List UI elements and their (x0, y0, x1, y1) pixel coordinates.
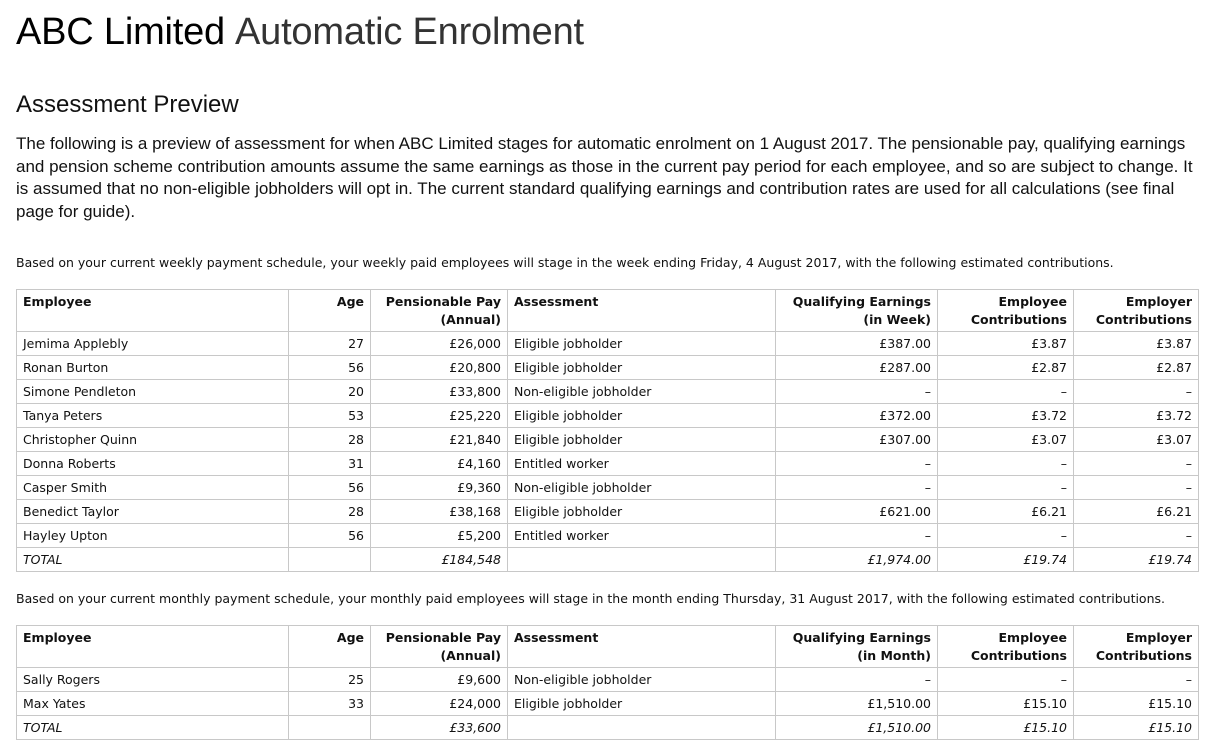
cell-assessment: Eligible jobholder (508, 332, 776, 356)
total-row (17, 716, 1199, 740)
cell-assessment: Eligible jobholder (508, 356, 776, 380)
cell-employee-contrib: – (938, 380, 1074, 404)
cell-employer-contrib: £3.87 (1074, 332, 1199, 356)
cell-employer-contrib: £15.10 (1074, 692, 1199, 716)
cell-employee: Max Yates (17, 692, 289, 716)
intro-paragraph: The following is a preview of assessment for when ABC Limited stages for automatic enrolment on 1 August 2017. The pensionable pay, qualifying earnings and pension scheme contribution amounts assume the same earnings as those in the current pay period for each employee, and so are subject to change. It is assumed that no non-eligible jobholders will opt in. The current standard qualifying earnings and contribution rates are used for all calculations (see final page for guide). (16, 134, 1193, 221)
cell-employee: Christopher Quinn (17, 428, 289, 452)
cell-employee: Donna Roberts (17, 452, 289, 476)
table-row (17, 500, 1199, 524)
cell-qualifying: £372.00 (776, 404, 938, 428)
cell-employee: Hayley Upton (17, 524, 289, 548)
col-header-age: Age (289, 290, 371, 332)
table-row (17, 380, 1199, 404)
cell-employer-contrib: £6.21 (1074, 500, 1199, 524)
cell-qualifying: £287.00 (776, 356, 938, 380)
cell-qualifying: £307.00 (776, 428, 938, 452)
table-row (17, 332, 1199, 356)
cell-pay: £5,200 (371, 524, 508, 548)
cell-pay: £9,360 (371, 476, 508, 500)
col-header-pay: Pensionable Pay (Annual) (371, 626, 508, 668)
cell-employee: Simone Pendleton (17, 380, 289, 404)
cell-employer-contrib: – (1074, 668, 1199, 692)
cell-employee: Ronan Burton (17, 356, 289, 380)
table-row (17, 356, 1199, 380)
product-name: Automatic Enrolment (235, 11, 584, 53)
total-employer-contrib: £19.74 (1074, 548, 1199, 572)
cell-qualifying: £387.00 (776, 332, 938, 356)
total-label: TOTAL (17, 548, 289, 572)
cell-pay: £33,800 (371, 380, 508, 404)
cell-employee: Jemima Applebly (17, 332, 289, 356)
cell-assessment: Eligible jobholder (508, 692, 776, 716)
total-row (17, 548, 1199, 572)
cell-employee-contrib: – (938, 524, 1074, 548)
col-header-employer-contrib: Employer Contributions (1074, 290, 1199, 332)
table-row (17, 476, 1199, 500)
total-age-empty (289, 548, 371, 572)
cell-qualifying: – (776, 476, 938, 500)
total-pay: £33,600 (371, 716, 508, 740)
col-header-employee-contrib: Employee Contributions (938, 626, 1074, 668)
weekly-table (16, 289, 1199, 572)
table-header-row (17, 290, 1199, 332)
cell-pay: £24,000 (371, 692, 508, 716)
cell-age: 25 (289, 668, 371, 692)
col-header-employee: Employee (17, 626, 289, 668)
table-row (17, 524, 1199, 548)
table-row (17, 668, 1199, 692)
weekly-note: Based on your current weekly payment schedule, your weekly paid employees will stage in the week ending Friday, 4 August 2017, with the following estimated contributions. (16, 255, 1114, 270)
col-header-employer-contrib: Employer Contributions (1074, 626, 1199, 668)
cell-age: 28 (289, 428, 371, 452)
cell-pay: £26,000 (371, 332, 508, 356)
cell-employee-contrib: £15.10 (938, 692, 1074, 716)
monthly-table-body (17, 668, 1199, 740)
total-assessment-empty (508, 548, 776, 572)
cell-assessment: Entitled worker (508, 524, 776, 548)
cell-age: 56 (289, 356, 371, 380)
col-header-age: Age (289, 626, 371, 668)
cell-employer-contrib: £3.07 (1074, 428, 1199, 452)
cell-pay: £20,800 (371, 356, 508, 380)
col-header-pay: Pensionable Pay (Annual) (371, 290, 508, 332)
col-header-employee: Employee (17, 290, 289, 332)
cell-employee-contrib: – (938, 668, 1074, 692)
cell-employee-contrib: £2.87 (938, 356, 1074, 380)
cell-employee: Tanya Peters (17, 404, 289, 428)
monthly-table (16, 625, 1199, 740)
cell-age: 56 (289, 524, 371, 548)
cell-employee-contrib: £3.72 (938, 404, 1074, 428)
cell-employee-contrib: – (938, 452, 1074, 476)
total-employee-contrib: £19.74 (938, 548, 1074, 572)
cell-pay: £25,220 (371, 404, 508, 428)
cell-assessment: Eligible jobholder (508, 500, 776, 524)
cell-age: 53 (289, 404, 371, 428)
cell-employee: Benedict Taylor (17, 500, 289, 524)
col-header-employee-contrib: Employee Contributions (938, 290, 1074, 332)
cell-employee: Casper Smith (17, 476, 289, 500)
cell-pay: £4,160 (371, 452, 508, 476)
cell-employee-contrib: £3.87 (938, 332, 1074, 356)
cell-assessment: Non-eligible jobholder (508, 476, 776, 500)
cell-employer-contrib: – (1074, 524, 1199, 548)
cell-assessment: Entitled worker (508, 452, 776, 476)
cell-qualifying: – (776, 452, 938, 476)
total-pay: £184,548 (371, 548, 508, 572)
table-row (17, 428, 1199, 452)
cell-age: 20 (289, 380, 371, 404)
cell-assessment: Non-eligible jobholder (508, 668, 776, 692)
cell-qualifying: – (776, 380, 938, 404)
cell-pay: £21,840 (371, 428, 508, 452)
cell-age: 56 (289, 476, 371, 500)
cell-employee-contrib: £3.07 (938, 428, 1074, 452)
total-employer-contrib: £15.10 (1074, 716, 1199, 740)
total-qualifying: £1,974.00 (776, 548, 938, 572)
total-age-empty (289, 716, 371, 740)
cell-qualifying: £621.00 (776, 500, 938, 524)
total-assessment-empty (508, 716, 776, 740)
cell-pay: £38,168 (371, 500, 508, 524)
cell-age: 33 (289, 692, 371, 716)
page-title (16, 10, 584, 54)
cell-qualifying: £1,510.00 (776, 692, 938, 716)
table-row (17, 404, 1199, 428)
company-name: ABC Limited (16, 11, 225, 53)
cell-employer-contrib: – (1074, 476, 1199, 500)
total-qualifying: £1,510.00 (776, 716, 938, 740)
monthly-note: Based on your current monthly payment schedule, your monthly paid employees will stage in the month ending Thursday, 31 August 2017, with the following estimated contributions. (16, 591, 1165, 606)
cell-qualifying: – (776, 524, 938, 548)
total-employee-contrib: £15.10 (938, 716, 1074, 740)
cell-qualifying: – (776, 668, 938, 692)
cell-employer-contrib: – (1074, 380, 1199, 404)
cell-employer-contrib: £2.87 (1074, 356, 1199, 380)
col-header-assessment: Assessment (508, 290, 776, 332)
cell-assessment: Eligible jobholder (508, 428, 776, 452)
table-header-row (17, 626, 1199, 668)
weekly-table-body (17, 332, 1199, 572)
cell-age: 28 (289, 500, 371, 524)
cell-employee-contrib: £6.21 (938, 500, 1074, 524)
cell-employer-contrib: – (1074, 452, 1199, 476)
cell-employer-contrib: £3.72 (1074, 404, 1199, 428)
section-title: Assessment Preview (16, 91, 239, 118)
cell-assessment: Eligible jobholder (508, 404, 776, 428)
total-label: TOTAL (17, 716, 289, 740)
cell-age: 31 (289, 452, 371, 476)
table-row (17, 692, 1199, 716)
table-row (17, 452, 1199, 476)
col-header-qualifying: Qualifying Earnings (in Week) (776, 290, 938, 332)
cell-pay: £9,600 (371, 668, 508, 692)
cell-employee: Sally Rogers (17, 668, 289, 692)
col-header-qualifying: Qualifying Earnings (in Month) (776, 626, 938, 668)
cell-age: 27 (289, 332, 371, 356)
col-header-assessment: Assessment (508, 626, 776, 668)
cell-assessment: Non-eligible jobholder (508, 380, 776, 404)
cell-employee-contrib: – (938, 476, 1074, 500)
